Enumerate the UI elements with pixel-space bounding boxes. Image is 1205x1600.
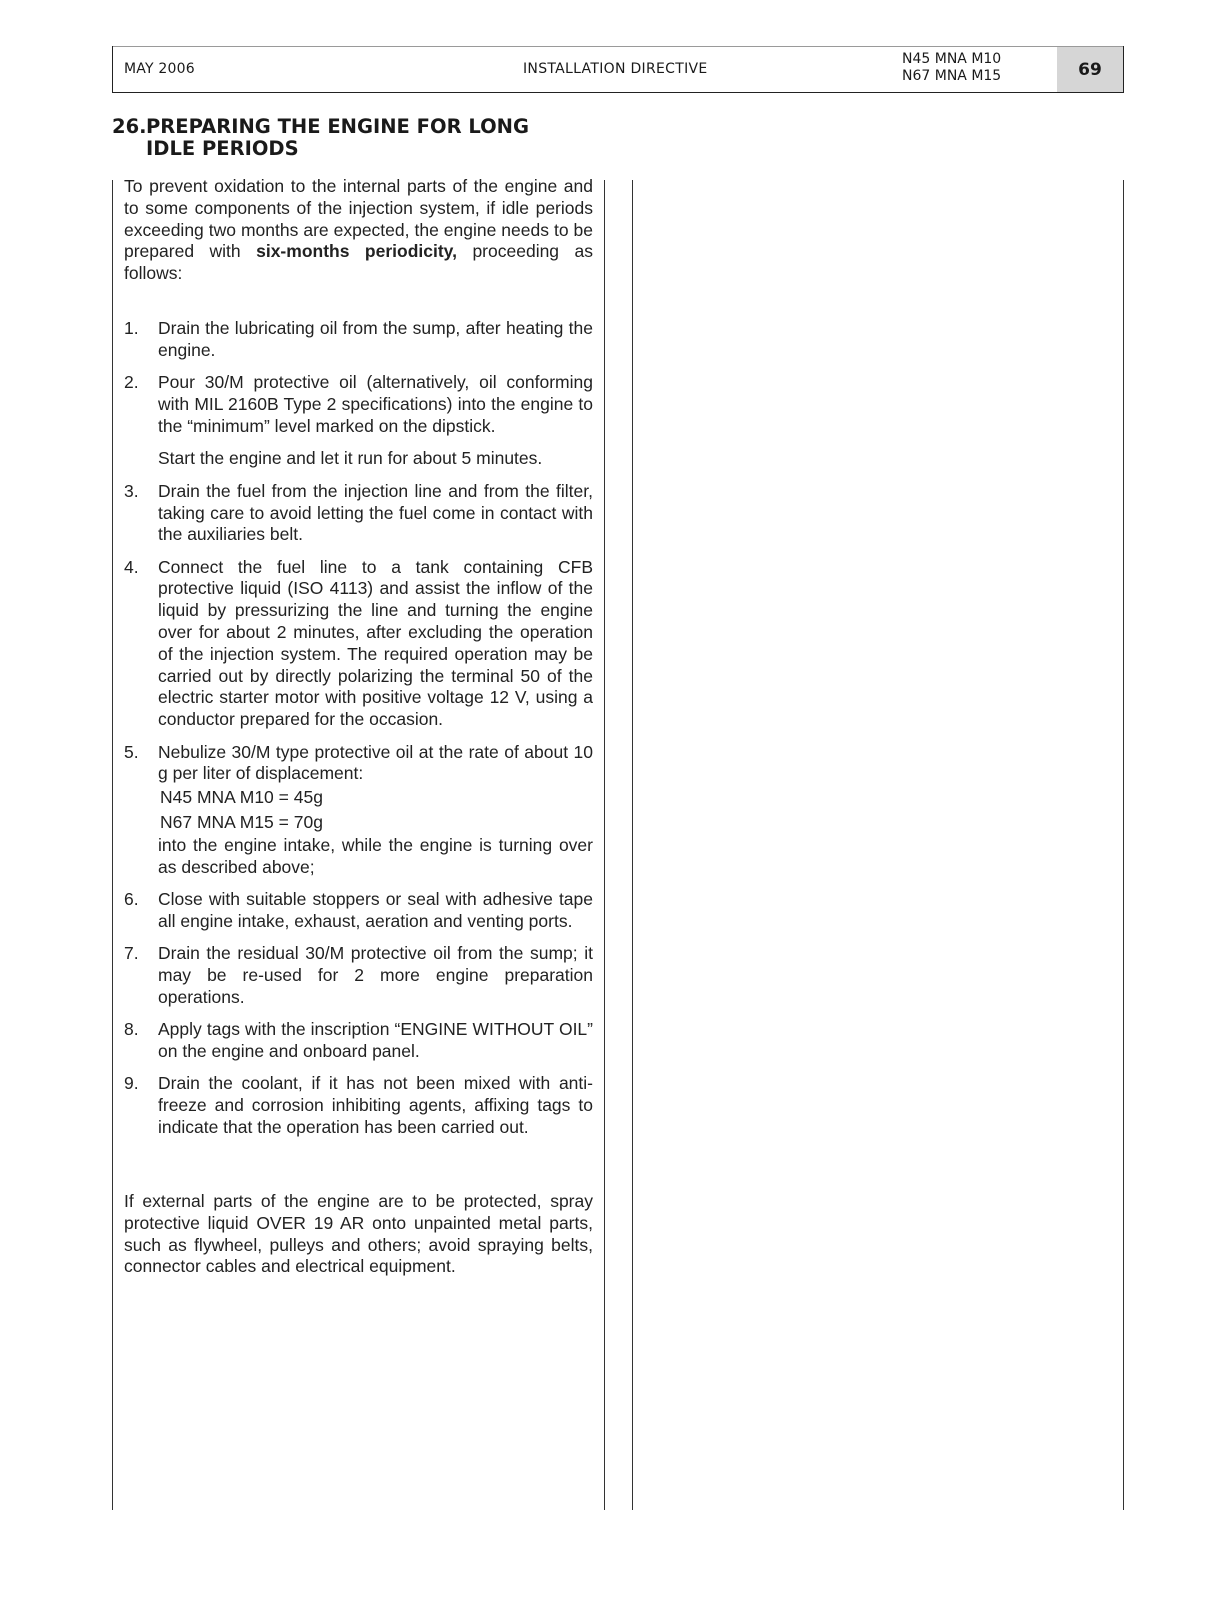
step-text: Pour 30/M protective oil (alternatively, oil conforming with MIL 2160B Type 2 specifications) into the engine to the “minimum” level marked on the dipstick. bbox=[158, 372, 593, 436]
header-left-edge bbox=[112, 46, 113, 93]
step-number: 2. bbox=[124, 372, 139, 393]
left-column-rule bbox=[112, 180, 113, 1510]
header-model-1: N45 MNA M10 bbox=[902, 51, 1002, 67]
header-date: MAY 2006 bbox=[124, 61, 195, 77]
step-number: 4. bbox=[124, 556, 139, 577]
step-text-continued: into the engine intake, while the engine is turning over as described above; bbox=[158, 835, 593, 877]
list-item bbox=[124, 1073, 593, 1138]
step-number: 8. bbox=[124, 1019, 139, 1040]
step-text: Close with suitable stoppers or seal with adhesive tape all engine intake, exhaust, aeration and venting ports. bbox=[158, 889, 593, 932]
step-text: Connect the fuel line to a tank containing CFB protective liquid (ISO 4113) and assist the inflow of the liquid by pressurizing the line and turning the engine over for about 2 minutes, after excluding the operation of the injection system. The required operation may be carried out by directly polarizing the terminal 50 of the electric starter motor with positive voltage 12 V, using a conductor prepared for the occasion. bbox=[158, 556, 593, 730]
closing-paragraph: If external parts of the engine are to be protected, spray protective liquid OVER 19 AR onto unpainted metal parts, such as flywheel, pulleys and others; avoid spraying belts, connector cables and electrical equipment. bbox=[124, 1191, 593, 1277]
list-item bbox=[124, 557, 593, 731]
step-extra-text: Start the engine and let it run for about 5 minutes. bbox=[158, 448, 543, 469]
list-item bbox=[124, 742, 593, 879]
header-right-edge bbox=[1123, 46, 1124, 93]
middle-column-rule-left bbox=[604, 180, 605, 1510]
step-text: Drain the fuel from the injection line and from the filter, taking care to avoid letting the fuel come in contact with the auxiliaries belt. bbox=[158, 480, 593, 545]
step-text: Apply tags with the inscription “ENGINE WITHOUT OIL” on the engine and onboard panel. bbox=[158, 1019, 593, 1062]
list-item bbox=[124, 481, 593, 546]
step-text: Drain the coolant, if it has not been mixed with anti-freeze and corrosion inhibiting agents, affixing tags to indicate that the operation has been carried out. bbox=[158, 1073, 593, 1137]
step-number: 1. bbox=[124, 318, 139, 338]
step-number: 9. bbox=[124, 1073, 139, 1094]
step-text: Drain the residual 30/M protective oil from the sump; it may be re-used for 2 more engine preparation operations. bbox=[158, 943, 593, 1007]
list-item bbox=[124, 889, 593, 933]
page-number: 69 bbox=[1078, 59, 1102, 80]
list-item bbox=[124, 1019, 593, 1063]
step-number: 5. bbox=[124, 741, 139, 762]
intro-paragraph bbox=[124, 176, 593, 285]
steps-list bbox=[124, 318, 593, 1149]
step-text: Nebulize 30/M type protective oil at the rate of about 10 g per liter of displacement: bbox=[158, 741, 593, 784]
intro-bold-text: six-months periodicity, bbox=[256, 241, 457, 262]
middle-column-rule-right bbox=[632, 180, 633, 1510]
step-text: Drain the lubricating oil from the sump, after heating the engine. bbox=[158, 318, 593, 360]
section-title bbox=[112, 116, 592, 160]
header-bottom-rule bbox=[113, 92, 1124, 93]
step-value-n67: N67 MNA M15 = 70g bbox=[160, 812, 323, 833]
step-number: 7. bbox=[124, 943, 139, 964]
header-model-2: N67 MNA M15 bbox=[902, 68, 1002, 84]
section-title-line-1: PREPARING THE ENGINE FOR LONG bbox=[146, 115, 530, 138]
list-item bbox=[124, 318, 593, 362]
section-number: 26. bbox=[112, 115, 147, 138]
right-column-rule bbox=[1123, 180, 1124, 1510]
page-number-box bbox=[1057, 47, 1123, 92]
intro-text: To prevent oxidation to the internal parts of the engine and to some components of the injection system, if idle periods exceeding two months are expected, the engine needs to be prepared with bbox=[124, 176, 593, 262]
section-title-line-2: IDLE PERIODS bbox=[146, 137, 299, 160]
list-item bbox=[124, 943, 593, 1008]
intro-text-end: proceeding as follows: bbox=[124, 241, 593, 284]
header-top-rule bbox=[113, 46, 1124, 47]
list-item bbox=[124, 372, 593, 470]
step-value-n45: N45 MNA M10 = 45g bbox=[160, 787, 323, 808]
header-models bbox=[902, 51, 1001, 85]
step-number: 6. bbox=[124, 889, 139, 910]
header-document-title: INSTALLATION DIRECTIVE bbox=[523, 61, 708, 77]
step-number: 3. bbox=[124, 480, 139, 501]
